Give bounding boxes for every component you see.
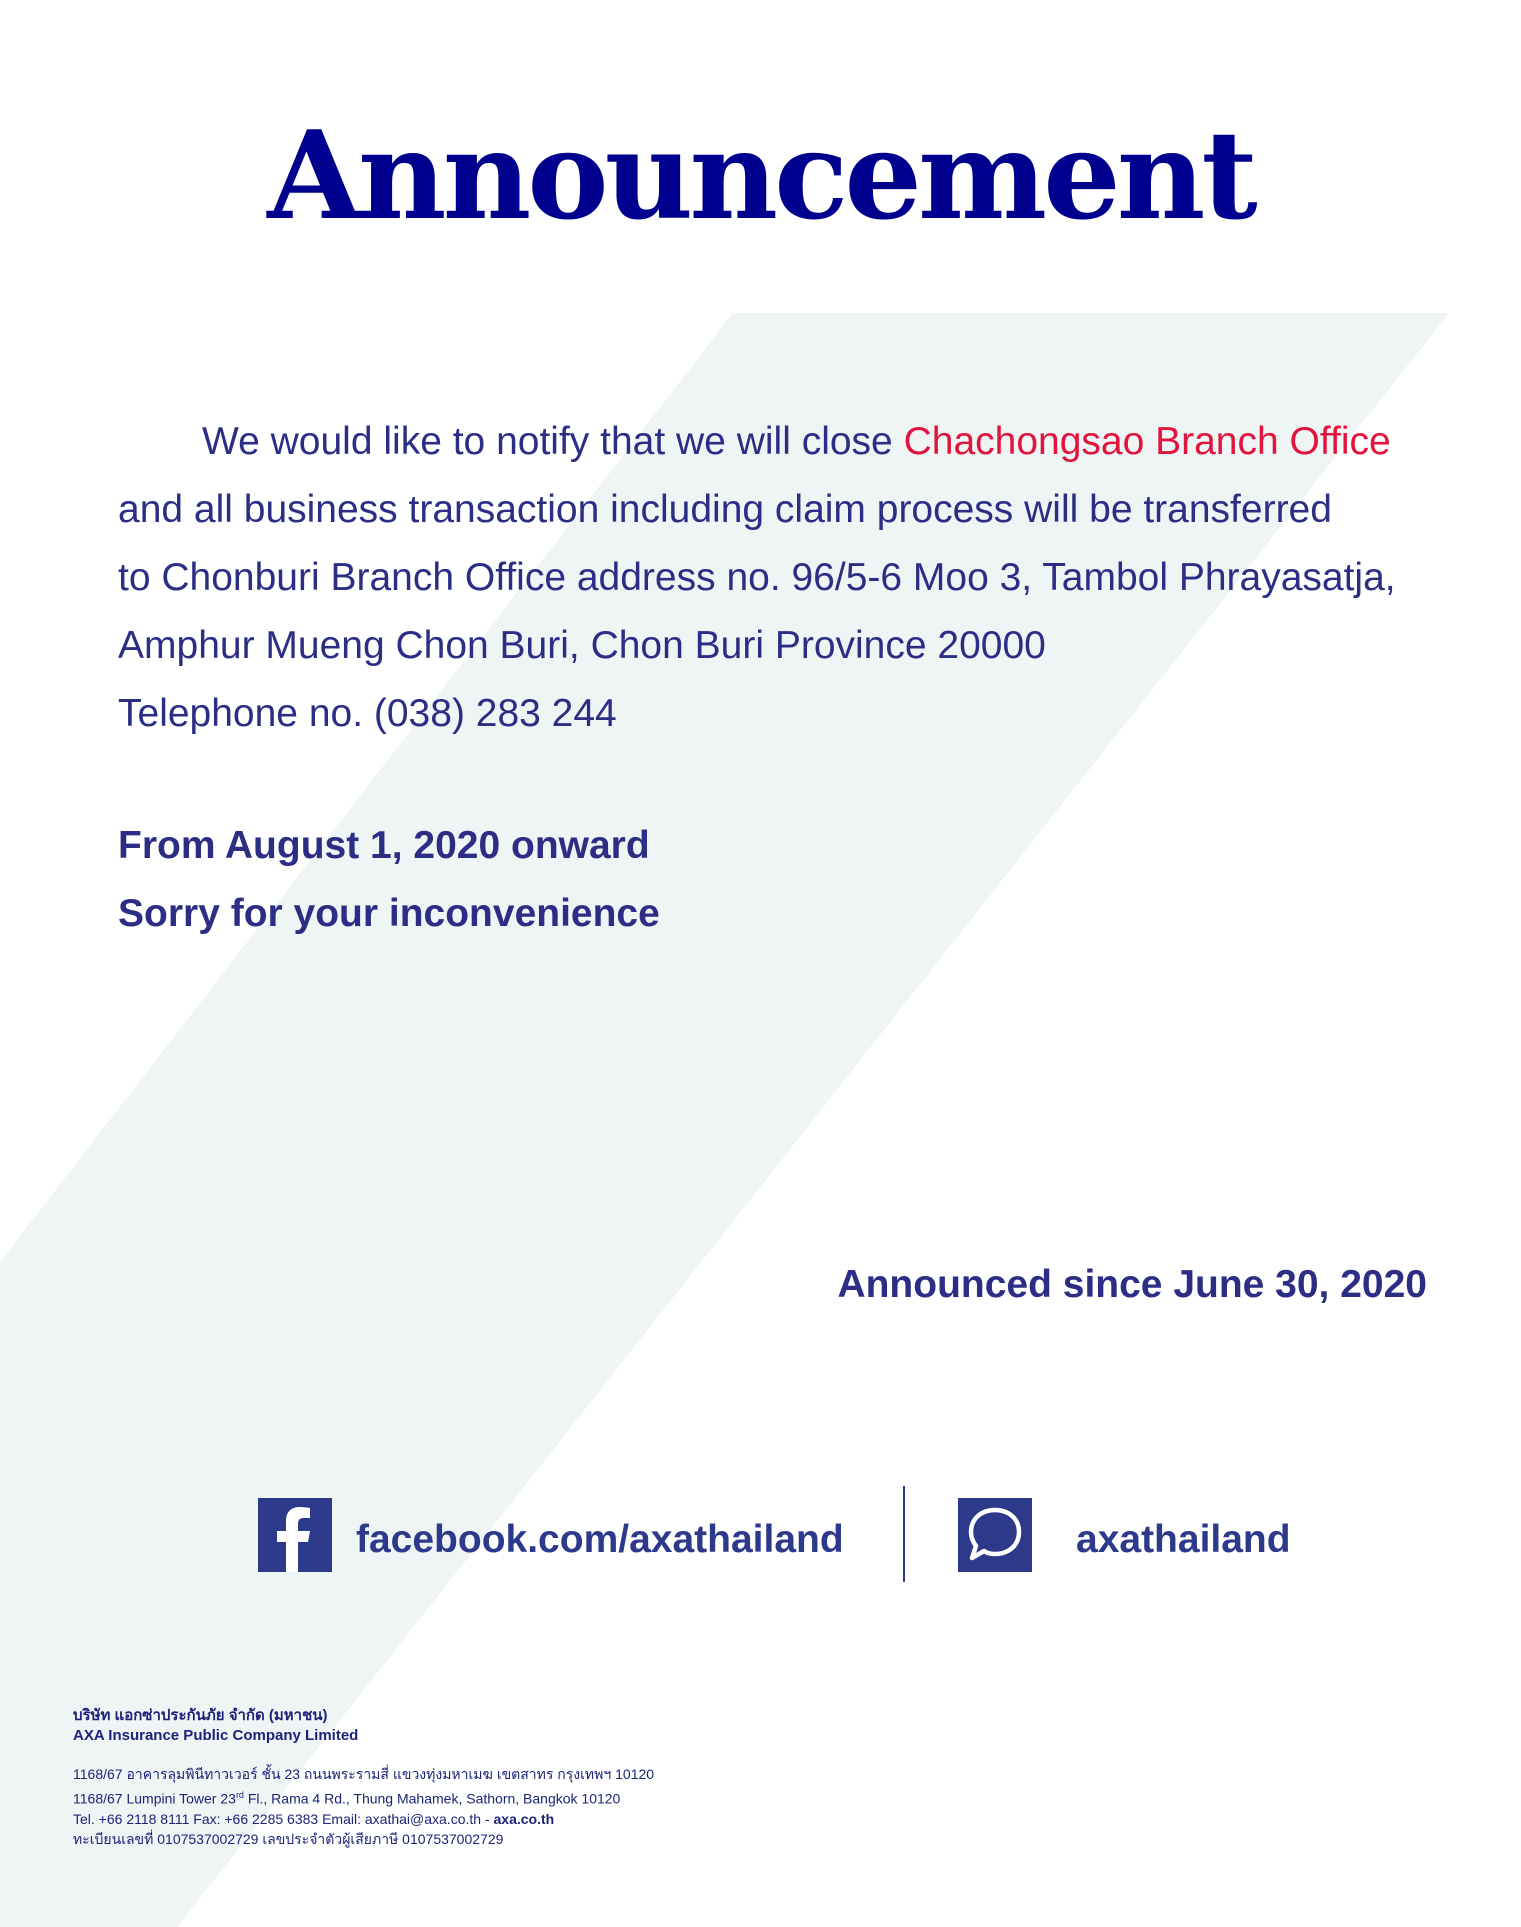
facebook-icon [258, 1498, 332, 1572]
body-line-1-text: We would like to notify that we will close [202, 420, 904, 463]
contact-line [73, 1809, 654, 1830]
registration-line: ทะเบียนเลขที่ 0107537002729 เลขประจำตัวผู้เสียภาษี 0107537002729 [73, 1831, 504, 1848]
company-footer [73, 1706, 654, 1850]
closing-branch-name: Chachongsao Branch Office [903, 420, 1391, 463]
page-title: Announcement [267, 103, 1254, 247]
facebook-link[interactable] [258, 1488, 844, 1582]
floor-suffix: rd [235, 1789, 244, 1800]
chat-handle[interactable]: axathailand [1076, 1518, 1291, 1561]
body-line-4: Amphur Mueng Chon Buri, Chon Buri Province 20000 [118, 624, 1046, 667]
address-english [73, 1785, 654, 1809]
address-english-part1: 1168/67 Lumpini Tower 23 [73, 1790, 236, 1807]
body-line-2: and all business transaction including claim process will be transferred [118, 488, 1332, 531]
announced-date: Announced since June 30, 2020 [837, 1263, 1427, 1306]
company-name-english: AXA Insurance Public Company Limited [73, 1727, 359, 1744]
social-divider [903, 1486, 905, 1582]
company-name-thai: บริษัท แอกซ่าประกันภัย จำกัด (มหาชน) [73, 1707, 328, 1724]
address-thai: 1168/67 อาคารลุมพินีทาวเวอร์ ชั้น 23 ถนนพระรามสี่ แขวงทุ่งมหาเมฆ เขตสาทร กรุงเทพฯ 10120 [73, 1766, 655, 1782]
effective-date: From August 1, 2020 onward [118, 824, 650, 867]
contact-details: Tel. +66 2118 8111 Fax: +66 2285 6383 Email: axathai@axa.co.th - [73, 1810, 494, 1827]
apology-text: Sorry for your inconvenience [118, 892, 660, 935]
address-english-part2: Fl., Rama 4 Rd., Thung Mahamek, Sathorn, Bangkok 10120 [243, 1790, 621, 1807]
facebook-url[interactable]: facebook.com/axathailand [356, 1518, 844, 1561]
body-line-3: to Chonburi Branch Office address no. 96/5-6 Moo 3, Tambol Phrayasatja, [118, 556, 1396, 599]
company-address-block [73, 1764, 654, 1850]
telephone-line: Telephone no. (038) 283 244 [118, 692, 617, 735]
chat-link[interactable] [958, 1488, 1291, 1582]
notes [118, 812, 660, 948]
announcement-body [118, 408, 1428, 748]
chat-bubble-icon [958, 1498, 1032, 1572]
website-link[interactable]: axa.co.th [493, 1810, 555, 1827]
body-line-1 [118, 408, 1428, 476]
